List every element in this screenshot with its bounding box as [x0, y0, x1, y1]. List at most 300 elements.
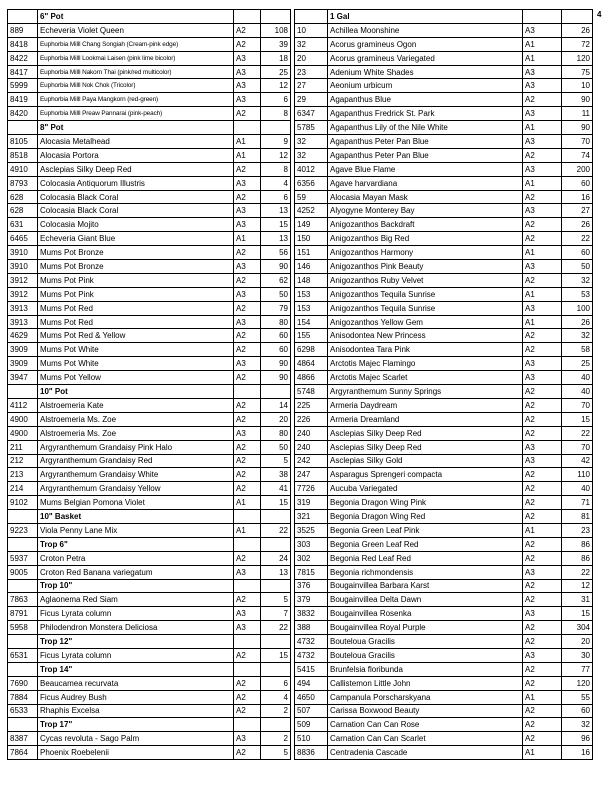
item-qty-cell: 4: [261, 176, 291, 190]
item-code-cell: 6298: [295, 343, 328, 357]
item-qty-cell: [261, 510, 291, 524]
item-qty-cell: 81: [562, 510, 593, 524]
item-size-cell: A1: [523, 287, 562, 301]
item-size-cell: [234, 385, 261, 399]
item-name-cell: Argyranthemum Grandaisy Pink Halo: [38, 440, 234, 454]
item-code-cell: 5415: [295, 662, 328, 676]
table-row: [295, 232, 593, 246]
item-size-cell: A2: [234, 343, 261, 357]
item-size-cell: A2: [523, 593, 562, 607]
item-qty-cell: 12: [261, 148, 291, 162]
item-size-cell: A2: [523, 398, 562, 412]
item-qty-cell: 40: [562, 385, 593, 399]
item-name-cell: Alstroemeria Ms. Zoe: [38, 426, 234, 440]
table-row: [8, 148, 291, 162]
item-name-cell: Armeria Daydream: [328, 398, 523, 412]
item-code-cell: 5785: [295, 121, 328, 135]
item-qty-cell: [261, 537, 291, 551]
item-name-cell: Agapanthus Blue: [328, 93, 523, 107]
item-size-cell: A3: [523, 79, 562, 93]
item-name-cell: Adenium White Shades: [328, 65, 523, 79]
item-name-cell: Begonia Dragon Wing Pink: [328, 496, 523, 510]
item-size-cell: A1: [234, 148, 261, 162]
section-header-row: [8, 10, 291, 24]
item-code-cell: 376: [295, 579, 328, 593]
table-row: [8, 273, 291, 287]
item-name-cell: Agave harvardiana: [328, 176, 523, 190]
item-code-cell: 302: [295, 551, 328, 565]
item-size-cell: A2: [234, 551, 261, 565]
table-row: [295, 565, 593, 579]
item-name-cell: Begonia Dragon Wing Red: [328, 510, 523, 524]
item-qty-cell: 5: [261, 593, 291, 607]
item-qty-cell: 41: [261, 482, 291, 496]
item-code-cell: 8419: [8, 93, 38, 107]
page-number: 4: [597, 10, 602, 19]
item-code-cell: 4252: [295, 204, 328, 218]
table-row: [295, 343, 593, 357]
item-qty-cell: 62: [261, 273, 291, 287]
table-row: [295, 398, 593, 412]
item-code-cell: 4900: [8, 426, 38, 440]
item-code-cell: 4864: [295, 357, 328, 371]
table-row: [295, 468, 593, 482]
item-qty-cell: 72: [562, 37, 593, 51]
table-row: [295, 537, 593, 551]
item-name-cell: Anigozanthos Ruby Velvet: [328, 273, 523, 287]
item-qty-cell: 304: [562, 621, 593, 635]
item-code-cell: 242: [295, 454, 328, 468]
item-name-cell: Asclepias Silky Gold: [328, 454, 523, 468]
item-size-cell: A1: [523, 51, 562, 65]
section-title-cell: 10" Basket: [38, 510, 234, 524]
item-qty-cell: 4: [261, 690, 291, 704]
table-row: [8, 246, 291, 260]
section-title-cell: 6" Pot: [38, 10, 234, 24]
item-qty-cell: 25: [562, 357, 593, 371]
item-code-cell: 4866: [295, 371, 328, 385]
item-qty-cell: 18: [261, 51, 291, 65]
item-size-cell: A2: [234, 412, 261, 426]
table-row: [295, 190, 593, 204]
item-name-cell: Bouteloua Gracilis: [328, 635, 523, 649]
item-code-cell: [8, 718, 38, 732]
item-qty-cell: 86: [562, 537, 593, 551]
item-name-cell: Euphorbia Milll Chang Songiah (Cream-pink edge): [38, 37, 234, 51]
table-row: [295, 260, 593, 274]
item-name-cell: Asclepias Silky Deep Red: [328, 426, 523, 440]
item-code-cell: 3947: [8, 371, 38, 385]
item-code-cell: 7863: [8, 593, 38, 607]
item-code-cell: 9223: [8, 523, 38, 537]
table-row: [295, 551, 593, 565]
table-row: [295, 218, 593, 232]
item-code-cell: 321: [295, 510, 328, 524]
item-code-cell: [8, 635, 38, 649]
item-name-cell: Asclepias Silky Deep Red: [38, 162, 234, 176]
item-code-cell: 32: [295, 37, 328, 51]
item-size-cell: A2: [523, 273, 562, 287]
item-size-cell: A3: [523, 301, 562, 315]
item-size-cell: A3: [234, 218, 261, 232]
item-qty-cell: 25: [261, 65, 291, 79]
table-row: [8, 746, 291, 760]
item-qty-cell: [562, 10, 593, 24]
table-row: [8, 426, 291, 440]
item-qty-cell: 90: [562, 121, 593, 135]
table-row: [8, 218, 291, 232]
table-row: [8, 704, 291, 718]
item-name-cell: Anigozanthos Harmony: [328, 246, 523, 260]
item-name-cell: Philodendron Monstera Deliciosa: [38, 621, 234, 635]
table-row: [8, 357, 291, 371]
item-qty-cell: 32: [562, 329, 593, 343]
item-size-cell: A2: [523, 496, 562, 510]
item-name-cell: Anigozanthos Pink Beauty: [328, 260, 523, 274]
item-qty-cell: [261, 635, 291, 649]
item-qty-cell: 90: [261, 357, 291, 371]
item-code-cell: 8422: [8, 51, 38, 65]
table-row: [295, 51, 593, 65]
item-qty-cell: 75: [562, 65, 593, 79]
item-name-cell: Argyranthemum Sunny Springs: [328, 385, 523, 399]
item-code-cell: 628: [8, 190, 38, 204]
item-name-cell: Mums Pot Pink: [38, 273, 234, 287]
item-size-cell: A2: [234, 301, 261, 315]
item-qty-cell: 30: [562, 648, 593, 662]
item-qty-cell: 96: [562, 732, 593, 746]
item-name-cell: Arctotis Majec Flamingo: [328, 357, 523, 371]
right-inventory-table: [294, 9, 593, 760]
item-name-cell: Mums Belgian Pomona Violet: [38, 496, 234, 510]
item-size-cell: A2: [523, 218, 562, 232]
item-size-cell: A3: [523, 440, 562, 454]
item-size-cell: A3: [523, 565, 562, 579]
item-size-cell: A2: [523, 718, 562, 732]
item-code-cell: [8, 10, 38, 24]
item-name-cell: Achillea Moonshine: [328, 23, 523, 37]
item-size-cell: [234, 10, 261, 24]
item-size-cell: A3: [234, 176, 261, 190]
item-code-cell: 29: [295, 93, 328, 107]
item-code-cell: 6465: [8, 232, 38, 246]
item-size-cell: [234, 121, 261, 135]
item-qty-cell: 7: [261, 607, 291, 621]
item-name-cell: Echeveria Violet Queen: [38, 23, 234, 37]
item-size-cell: A3: [234, 315, 261, 329]
item-code-cell: 5958: [8, 621, 38, 635]
section-header-row: [8, 121, 291, 135]
item-size-cell: A3: [234, 607, 261, 621]
table-row: [295, 135, 593, 149]
item-code-cell: 5937: [8, 551, 38, 565]
table-row: [8, 232, 291, 246]
item-size-cell: A3: [234, 287, 261, 301]
item-name-cell: Mums Pot White: [38, 357, 234, 371]
item-size-cell: A2: [234, 676, 261, 690]
table-row: [295, 329, 593, 343]
table-row: [8, 23, 291, 37]
item-code-cell: 4732: [295, 635, 328, 649]
item-qty-cell: 60: [562, 176, 593, 190]
section-title-cell: 8" Pot: [38, 121, 234, 135]
item-size-cell: A2: [523, 329, 562, 343]
item-size-cell: A2: [234, 648, 261, 662]
item-size-cell: A3: [523, 65, 562, 79]
table-row: [295, 593, 593, 607]
item-size-cell: A2: [234, 593, 261, 607]
item-qty-cell: 79: [261, 301, 291, 315]
item-qty-cell: 6: [261, 676, 291, 690]
item-code-cell: 247: [295, 468, 328, 482]
section-title-cell: Trop 14": [38, 662, 234, 676]
item-qty-cell: 14: [261, 398, 291, 412]
section-title-cell: Trop 12": [38, 635, 234, 649]
item-size-cell: A1: [523, 746, 562, 760]
item-code-cell: 4732: [295, 648, 328, 662]
item-qty-cell: 60: [562, 246, 593, 260]
table-row: [8, 343, 291, 357]
item-size-cell: A2: [523, 732, 562, 746]
item-qty-cell: 53: [562, 287, 593, 301]
item-name-cell: Carnation Can Can Rose: [328, 718, 523, 732]
item-qty-cell: 77: [562, 662, 593, 676]
item-size-cell: A3: [523, 260, 562, 274]
section-title-cell: Trop 17": [38, 718, 234, 732]
item-name-cell: Mums Pot White: [38, 343, 234, 357]
item-size-cell: A2: [523, 468, 562, 482]
item-code-cell: 379: [295, 593, 328, 607]
item-size-cell: [234, 718, 261, 732]
item-code-cell: 149: [295, 218, 328, 232]
item-code-cell: 628: [8, 204, 38, 218]
table-row: [295, 690, 593, 704]
table-row: [295, 65, 593, 79]
table-row: [8, 329, 291, 343]
item-qty-cell: 60: [562, 704, 593, 718]
item-name-cell: Alyogyne Monterey Bay: [328, 204, 523, 218]
item-size-cell: A2: [523, 385, 562, 399]
table-row: [295, 204, 593, 218]
table-row: [8, 593, 291, 607]
item-name-cell: Anigozanthos Big Red: [328, 232, 523, 246]
item-size-cell: A2: [234, 398, 261, 412]
section-header-row: [8, 537, 291, 551]
item-code-cell: 3913: [8, 301, 38, 315]
item-name-cell: Croton Petra: [38, 551, 234, 565]
item-name-cell: Agapanthus Fredrick St. Park: [328, 107, 523, 121]
item-name-cell: Bougainvillea Delta Dawn: [328, 593, 523, 607]
table-row: [8, 621, 291, 635]
item-name-cell: Euphorbia Milll Preaw Pannarai (pink-peach): [38, 107, 234, 121]
item-name-cell: Ficus Lyrata column: [38, 607, 234, 621]
table-row: [8, 607, 291, 621]
table-row: [295, 79, 593, 93]
item-name-cell: Alocasia Metalhead: [38, 135, 234, 149]
item-qty-cell: 38: [261, 468, 291, 482]
item-name-cell: Campanula Porscharskyana: [328, 690, 523, 704]
item-qty-cell: 13: [261, 565, 291, 579]
item-code-cell: 9005: [8, 565, 38, 579]
item-code-cell: 7815: [295, 565, 328, 579]
item-code-cell: 211: [8, 440, 38, 454]
item-size-cell: A2: [523, 579, 562, 593]
item-size-cell: A3: [234, 565, 261, 579]
item-code-cell: 225: [295, 398, 328, 412]
table-row: [8, 65, 291, 79]
item-qty-cell: 2: [261, 704, 291, 718]
item-size-cell: A2: [234, 329, 261, 343]
item-size-cell: A3: [234, 621, 261, 635]
table-row: [295, 412, 593, 426]
table-row: [295, 357, 593, 371]
item-code-cell: 6347: [295, 107, 328, 121]
item-qty-cell: [261, 662, 291, 676]
item-size-cell: A1: [234, 496, 261, 510]
item-qty-cell: 15: [261, 648, 291, 662]
item-name-cell: Colocasia Mojito: [38, 218, 234, 232]
item-qty-cell: 90: [562, 93, 593, 107]
table-row: [295, 635, 593, 649]
item-qty-cell: 16: [562, 746, 593, 760]
item-code-cell: 5748: [295, 385, 328, 399]
item-qty-cell: 5: [261, 746, 291, 760]
item-size-cell: A2: [234, 440, 261, 454]
item-size-cell: A2: [523, 148, 562, 162]
table-row: [8, 315, 291, 329]
item-name-cell: Alocasia Mayan Mask: [328, 190, 523, 204]
item-name-cell: Bougainvillea Rosenka: [328, 607, 523, 621]
table-row: [295, 426, 593, 440]
item-size-cell: A3: [523, 23, 562, 37]
item-code-cell: [8, 510, 38, 524]
item-code-cell: 631: [8, 218, 38, 232]
item-qty-cell: 70: [562, 135, 593, 149]
section-title-cell: 1 Gal: [328, 10, 523, 24]
item-size-cell: A2: [234, 37, 261, 51]
item-code-cell: 4650: [295, 690, 328, 704]
section-header-row: [8, 662, 291, 676]
table-row: [295, 648, 593, 662]
item-code-cell: [8, 121, 38, 135]
item-qty-cell: 15: [261, 218, 291, 232]
item-size-cell: A1: [523, 690, 562, 704]
item-qty-cell: 42: [562, 454, 593, 468]
table-row: [295, 482, 593, 496]
item-size-cell: A2: [234, 23, 261, 37]
item-size-cell: A3: [234, 79, 261, 93]
item-name-cell: Argyranthemum Grandaisy White: [38, 468, 234, 482]
item-size-cell: A3: [523, 454, 562, 468]
item-code-cell: 7864: [8, 746, 38, 760]
item-qty-cell: 40: [562, 371, 593, 385]
item-code-cell: 4629: [8, 329, 38, 343]
item-qty-cell: 22: [562, 565, 593, 579]
item-name-cell: Euphorbia Milll Nakorn Thai (pink/red multicolor): [38, 65, 234, 79]
item-qty-cell: 13: [261, 232, 291, 246]
item-name-cell: Anigozanthos Tequila Sunrise: [328, 287, 523, 301]
item-name-cell: Mums Pot Red: [38, 315, 234, 329]
item-code-cell: 7690: [8, 676, 38, 690]
item-name-cell: Alstroemeria Kate: [38, 398, 234, 412]
table-row: [295, 662, 593, 676]
item-name-cell: Argyranthemum Grandaisy Red: [38, 454, 234, 468]
item-qty-cell: 24: [261, 551, 291, 565]
item-name-cell: Bougainvillea Barbara Karst: [328, 579, 523, 593]
item-name-cell: Callistemon Little John: [328, 676, 523, 690]
item-code-cell: 3909: [8, 343, 38, 357]
item-name-cell: Colocasia Antiquorum Illustris: [38, 176, 234, 190]
item-code-cell: 8105: [8, 135, 38, 149]
item-size-cell: A2: [523, 232, 562, 246]
item-name-cell: Arctotis Majec Scarlet: [328, 371, 523, 385]
item-size-cell: A2: [234, 482, 261, 496]
item-qty-cell: [261, 121, 291, 135]
item-code-cell: 5999: [8, 79, 38, 93]
item-qty-cell: 80: [261, 315, 291, 329]
item-size-cell: A2: [234, 454, 261, 468]
item-code-cell: 4910: [8, 162, 38, 176]
item-name-cell: Anigozanthos Tequila Sunrise: [328, 301, 523, 315]
item-name-cell: Cycas revoluta - Sago Palm: [38, 732, 234, 746]
item-size-cell: A3: [234, 204, 261, 218]
item-code-cell: 3832: [295, 607, 328, 621]
section-title-cell: 10" Pot: [38, 385, 234, 399]
table-row: [295, 371, 593, 385]
table-row: [295, 23, 593, 37]
item-size-cell: A2: [523, 510, 562, 524]
item-code-cell: 507: [295, 704, 328, 718]
item-qty-cell: 50: [261, 440, 291, 454]
item-code-cell: 303: [295, 537, 328, 551]
item-qty-cell: 39: [261, 37, 291, 51]
table-row: [295, 385, 593, 399]
item-qty-cell: 16: [562, 190, 593, 204]
item-size-cell: A2: [234, 371, 261, 385]
item-qty-cell: 8: [261, 162, 291, 176]
item-size-cell: [234, 635, 261, 649]
item-qty-cell: 12: [261, 79, 291, 93]
item-qty-cell: 22: [562, 426, 593, 440]
table-row: [8, 287, 291, 301]
item-code-cell: 3910: [8, 246, 38, 260]
item-size-cell: A3: [523, 107, 562, 121]
item-qty-cell: [261, 579, 291, 593]
item-qty-cell: 5: [261, 454, 291, 468]
item-name-cell: Ficus Audrey Bush: [38, 690, 234, 704]
item-code-cell: 510: [295, 732, 328, 746]
item-size-cell: A2: [523, 93, 562, 107]
item-size-cell: A2: [523, 676, 562, 690]
table-row: [295, 176, 593, 190]
item-qty-cell: 15: [562, 607, 593, 621]
item-qty-cell: 12: [562, 579, 593, 593]
item-name-cell: Aucuba Variegated: [328, 482, 523, 496]
item-code-cell: 32: [295, 148, 328, 162]
item-code-cell: 319: [295, 496, 328, 510]
item-qty-cell: 6: [261, 190, 291, 204]
item-code-cell: 153: [295, 287, 328, 301]
item-size-cell: [234, 662, 261, 676]
item-size-cell: A1: [523, 176, 562, 190]
item-name-cell: Armeria Dreamland: [328, 412, 523, 426]
item-code-cell: 3912: [8, 287, 38, 301]
item-code-cell: [295, 10, 328, 24]
item-code-cell: 4112: [8, 398, 38, 412]
table-row: [8, 523, 291, 537]
item-qty-cell: 108: [261, 23, 291, 37]
item-size-cell: A1: [523, 315, 562, 329]
